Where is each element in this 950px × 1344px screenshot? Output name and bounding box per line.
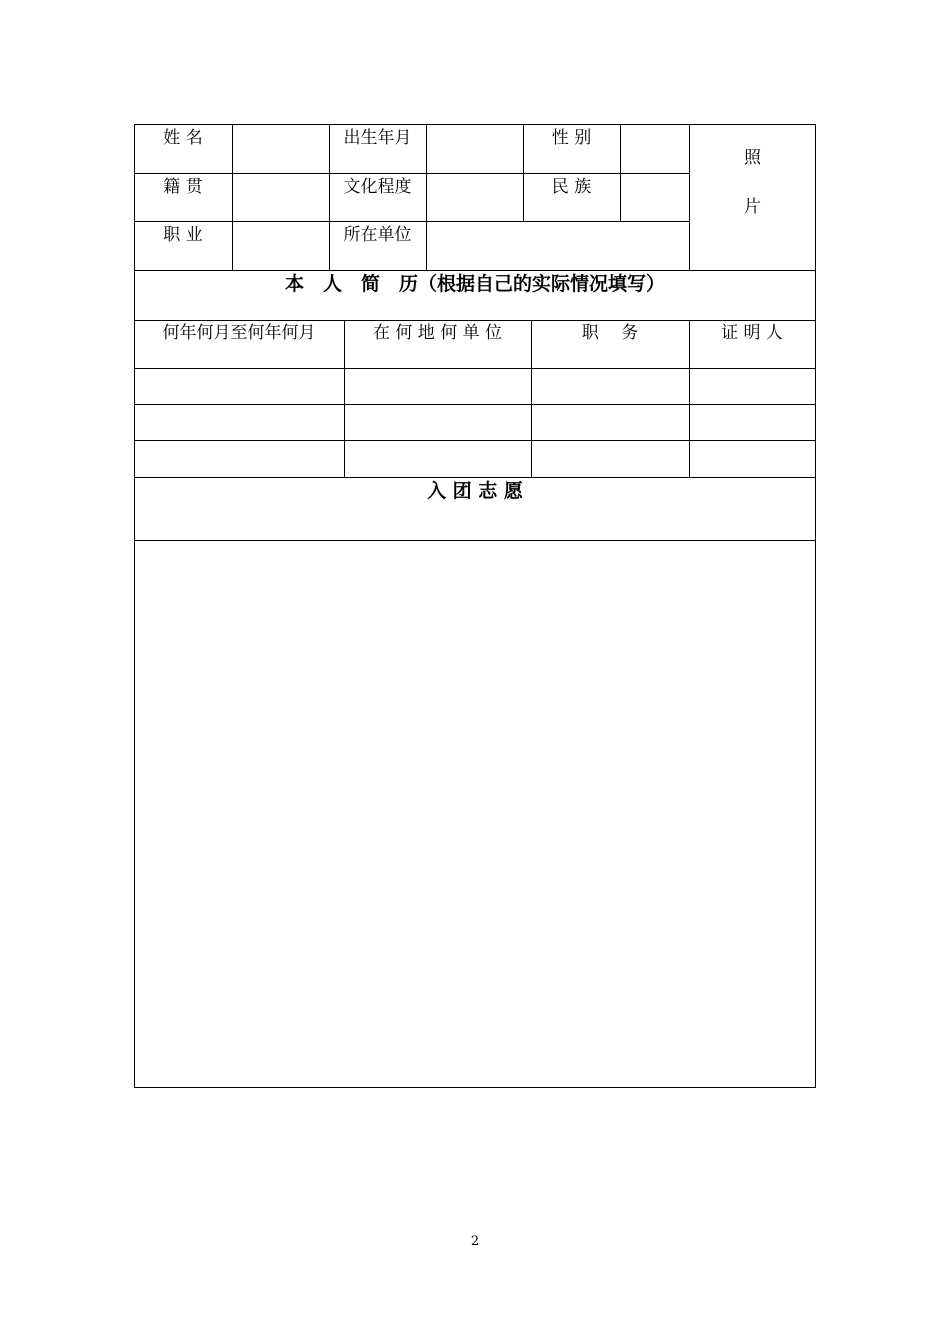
row-divider <box>134 540 816 541</box>
photo-label-2: 片 <box>744 197 761 217</box>
table-border-bottom <box>134 1087 816 1088</box>
table-border-top <box>134 124 816 125</box>
birth-date-label: 出生年月 <box>343 128 412 148</box>
col-divider <box>344 320 345 477</box>
employer-label: 所在单位 <box>343 225 412 245</box>
name-label: 姓 名 <box>163 128 203 148</box>
ethnicity-label: 民 族 <box>551 177 592 197</box>
application-heading: 入 团 志 愿 <box>427 480 523 502</box>
col-divider <box>531 320 532 477</box>
col-divider <box>426 124 427 270</box>
table-border-right <box>815 124 816 1088</box>
occupation-label: 职 业 <box>163 225 203 245</box>
row-divider <box>134 404 816 405</box>
table-border-left <box>134 124 135 1088</box>
resume-heading: 本 人 简 历（根据自己的实际情况填写） <box>284 273 665 295</box>
resume-col-workplace: 在 何 地 何 单 位 <box>372 323 503 343</box>
row-divider <box>134 173 690 174</box>
col-divider <box>232 124 233 270</box>
resume-col-witness: 证 明 人 <box>721 323 783 343</box>
row-divider <box>134 368 816 369</box>
photo-label-1: 照 <box>744 148 761 168</box>
row-divider <box>134 477 816 478</box>
native-place-label: 籍 贯 <box>163 177 203 197</box>
resume-col-period: 何年何月至何年何月 <box>162 323 316 343</box>
row-divider <box>134 221 690 222</box>
gender-label: 性 别 <box>551 128 592 148</box>
row-divider <box>134 440 816 441</box>
row-divider <box>134 320 816 321</box>
resume-col-position: 职 务 <box>581 323 639 343</box>
row-divider <box>134 270 816 271</box>
col-divider <box>620 124 621 221</box>
education-label: 文化程度 <box>343 177 412 197</box>
col-divider <box>689 320 690 477</box>
page-number: 2 <box>470 1234 480 1249</box>
